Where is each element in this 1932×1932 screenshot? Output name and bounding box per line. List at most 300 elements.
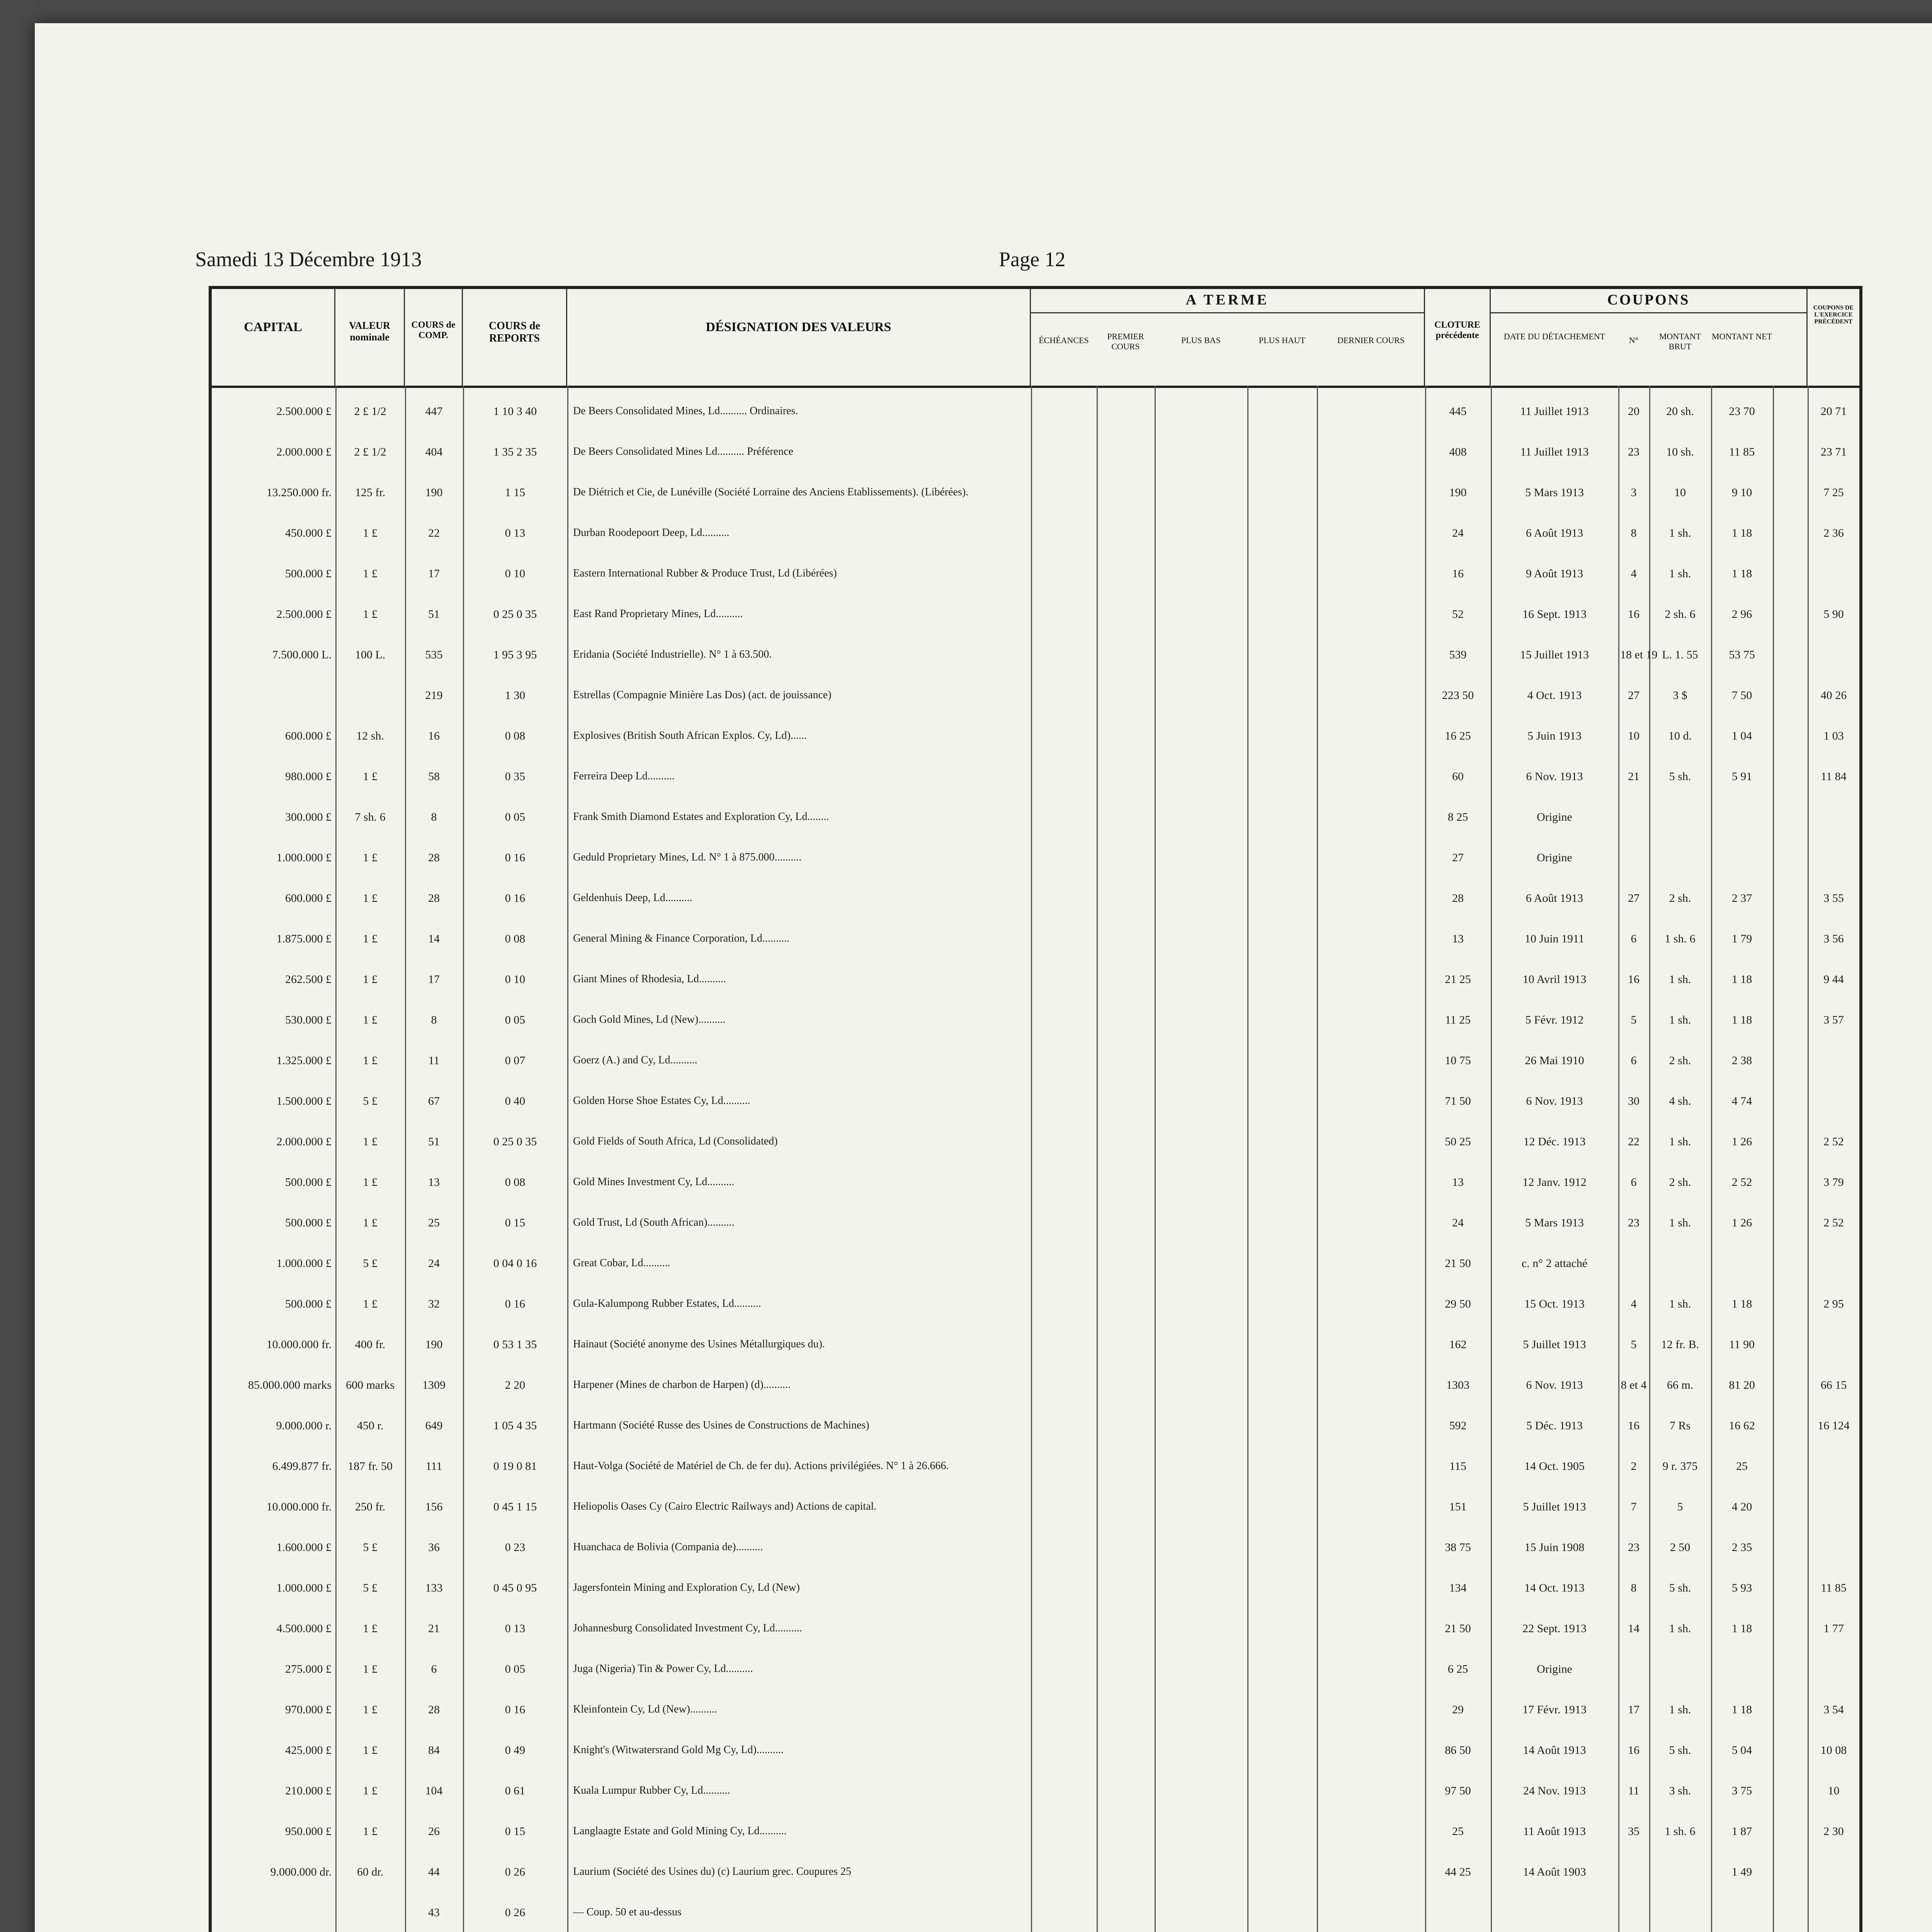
- cell-brut: 2 sh. 6: [1665, 608, 1696, 621]
- cell-reports: 0 40: [505, 1095, 526, 1107]
- cell-comp: 156: [425, 1500, 443, 1513]
- cell-capital: 2.000.000 £: [276, 1135, 332, 1148]
- cell-prec: 10 08: [1820, 1744, 1847, 1757]
- cell-reports: 0 04 0 16: [493, 1257, 537, 1270]
- cell-reports: 0 10: [505, 973, 526, 986]
- cell-cloture: 16: [1452, 567, 1464, 580]
- cell-brut: 1 sh. 6: [1665, 1825, 1696, 1838]
- cell-valeur: 1 £: [363, 1054, 378, 1067]
- cell-echeance-marker: [1037, 1257, 1091, 1269]
- cell-echeance-marker: [1037, 486, 1091, 498]
- cell-date: 9 Août 1913: [1526, 567, 1583, 580]
- cell-designation: Juga (Nigeria) Tin & Power Cy, Ld..........: [573, 1663, 753, 1675]
- header-date: Samedi 13 Décembre 1913: [195, 248, 422, 271]
- cell-capital: 500.000 £: [285, 1298, 332, 1310]
- cell-echeance-marker: [1037, 1135, 1091, 1147]
- cell-brut: 10: [1674, 486, 1686, 499]
- cell-date: 12 Déc. 1913: [1523, 1135, 1586, 1148]
- cell-echeance-marker: [1037, 892, 1091, 903]
- cell-date: 14 Août 1903: [1523, 1866, 1586, 1878]
- cell-date: Origine: [1537, 851, 1572, 864]
- cell-designation: Huanchaca de Bolivia (Compania de)..........: [573, 1541, 763, 1553]
- cell-cloture: 29 50: [1445, 1298, 1471, 1310]
- cell-echeance-marker: [1037, 1906, 1091, 1918]
- cell-net: 81 20: [1729, 1379, 1755, 1391]
- cell-reports: 0 45 0 95: [493, 1582, 537, 1594]
- cell-reports: 1 30: [505, 689, 526, 702]
- cell-capital: 530.000 £: [285, 1014, 332, 1026]
- cell-brut: 20 sh.: [1666, 405, 1694, 418]
- cell-capital: 1.600.000 £: [276, 1541, 332, 1554]
- cell-comp: 25: [428, 1216, 440, 1229]
- cell-no: 2: [1631, 1460, 1637, 1473]
- cell-prec: 9 44: [1823, 973, 1844, 986]
- cell-designation: Heliopolis Oases Cy (Cairo Electric Railways and) Actions de capital.: [573, 1500, 877, 1512]
- cell-capital: 450.000 £: [285, 527, 332, 539]
- cell-no: 16: [1628, 973, 1639, 986]
- cell-comp: 51: [428, 1135, 440, 1148]
- cell-reports: 0 23: [505, 1541, 526, 1554]
- cell-comp: 17: [428, 567, 440, 580]
- cell-net: 5 93: [1731, 1582, 1752, 1594]
- cell-net: 2 37: [1731, 892, 1752, 905]
- cell-echeance-marker: [1037, 1338, 1091, 1350]
- cell-echeance-marker: [1037, 405, 1091, 417]
- cell-echeance-marker: [1037, 1460, 1091, 1471]
- cell-reports: 0 05: [505, 1663, 526, 1675]
- cell-comp: 26: [428, 1825, 440, 1838]
- cell-net: 2 38: [1731, 1054, 1752, 1067]
- cell-valeur: 1 £: [363, 1176, 378, 1189]
- cell-net: 5 04: [1731, 1744, 1752, 1757]
- cell-date: 5 Mars 1913: [1525, 1216, 1584, 1229]
- cell-no: 22: [1628, 1135, 1639, 1148]
- cell-net: 1 49: [1731, 1866, 1752, 1878]
- cell-prec: 23 71: [1820, 446, 1847, 458]
- cell-cloture: 24: [1452, 527, 1464, 539]
- cell-brut: 1 sh.: [1669, 1298, 1691, 1310]
- cell-net: 53 75: [1729, 648, 1755, 661]
- cell-no: 8: [1631, 1582, 1637, 1594]
- cell-brut: 3 $: [1673, 689, 1687, 702]
- cell-cloture: 115: [1449, 1460, 1466, 1473]
- cell-net: 2 96: [1731, 608, 1752, 621]
- cell-cloture: 408: [1449, 446, 1467, 458]
- cell-net: 1 87: [1731, 1825, 1752, 1838]
- cell-date: 4 Oct. 1913: [1527, 689, 1582, 702]
- cell-reports: 0 15: [505, 1216, 526, 1229]
- cell-no: 30: [1628, 1095, 1639, 1107]
- cell-reports: 0 25 0 35: [493, 1135, 537, 1148]
- cell-brut: 1 sh.: [1669, 1622, 1691, 1635]
- cell-date: 5 Mars 1913: [1525, 486, 1584, 499]
- cell-brut: 5: [1677, 1500, 1683, 1513]
- cell-date: 6 Nov. 1913: [1526, 1095, 1583, 1107]
- cell-comp: 447: [425, 405, 443, 418]
- cell-echeance-marker: [1037, 1582, 1091, 1593]
- cell-date: 5 Févr. 1912: [1525, 1014, 1584, 1026]
- cell-capital: 425.000 £: [285, 1744, 332, 1757]
- cell-comp: 44: [428, 1866, 440, 1878]
- cell-brut: 66 m.: [1667, 1379, 1694, 1391]
- cell-brut: 1 sh.: [1669, 1135, 1691, 1148]
- cell-reports: 0 19 0 81: [493, 1460, 537, 1473]
- cell-echeance-marker: [1037, 973, 1091, 985]
- cell-comp: 28: [428, 851, 440, 864]
- cell-comp: 190: [425, 486, 443, 499]
- cell-net: 1 18: [1731, 567, 1752, 580]
- cell-comp: 535: [425, 648, 443, 661]
- cell-valeur: 400 fr.: [355, 1338, 386, 1351]
- cell-valeur: 1 £: [363, 1298, 378, 1310]
- cell-date: 15 Juin 1908: [1524, 1541, 1585, 1554]
- cell-no: 4: [1631, 1298, 1637, 1310]
- cell-designation: Geduld Proprietary Mines, Ld. N° 1 à 875.000..........: [573, 851, 802, 863]
- cell-cloture: 8 25: [1447, 811, 1468, 823]
- cell-capital: 980.000 £: [285, 770, 332, 783]
- cell-cloture: 29: [1452, 1703, 1464, 1716]
- header-page-number: Page 12: [999, 248, 1066, 271]
- cell-no: 6: [1631, 1176, 1637, 1189]
- cell-valeur: 1 £: [363, 851, 378, 864]
- cell-no: 5: [1631, 1338, 1637, 1351]
- cell-reports: 0 35: [505, 770, 526, 783]
- cell-capital: 262.500 £: [285, 973, 332, 986]
- cell-capital: 275.000 £: [285, 1663, 332, 1675]
- cell-reports: 0 08: [505, 730, 526, 742]
- col-reports-header: COURS de REPORTS: [463, 289, 567, 386]
- cell-reports: 0 05: [505, 811, 526, 823]
- cell-reports: 0 13: [505, 527, 526, 539]
- cell-brut: 5 sh.: [1669, 1582, 1691, 1594]
- cell-comp: 36: [428, 1541, 440, 1554]
- cell-brut: 1 sh.: [1669, 1216, 1691, 1229]
- cell-no: 35: [1628, 1825, 1639, 1838]
- cell-brut: 1 sh.: [1669, 1014, 1691, 1026]
- cell-date: 22 Sept. 1913: [1522, 1622, 1587, 1635]
- cell-comp: 404: [425, 446, 443, 458]
- cell-designation: Explosives (British South African Explos. Cy, Ld)......: [573, 730, 807, 742]
- cell-echeance-marker: [1037, 1216, 1091, 1228]
- cell-prec: 2 52: [1823, 1216, 1844, 1229]
- cell-cloture: 21 50: [1445, 1622, 1471, 1635]
- cell-echeance-marker: [1037, 1298, 1091, 1309]
- cell-cloture: 13: [1452, 1176, 1464, 1189]
- cell-comp: 14: [428, 932, 440, 945]
- cell-cloture: 21 50: [1445, 1257, 1471, 1270]
- cell-valeur: 1 £: [363, 1703, 378, 1716]
- cell-net: 2 52: [1731, 1176, 1752, 1189]
- cell-brut: 2 sh.: [1669, 892, 1691, 905]
- cell-echeance-marker: [1037, 932, 1091, 944]
- cell-valeur: 60 dr.: [357, 1866, 384, 1878]
- cell-designation: — Coup. 50 et au-dessus: [573, 1906, 682, 1918]
- col-designation-header: DÉSIGNATION DES VALEURS: [567, 289, 1031, 386]
- cell-echeance-marker: [1037, 1500, 1091, 1512]
- cell-prec: 3 55: [1823, 892, 1844, 905]
- cell-designation: Estrellas (Compagnie Minière Las Dos) (act. de jouissance): [573, 689, 832, 701]
- cell-cloture: 162: [1449, 1338, 1467, 1351]
- cell-comp: 84: [428, 1744, 440, 1757]
- cell-designation: Gold Trust, Ld (South African)..........: [573, 1216, 735, 1228]
- cell-designation: Gula-Kalumpong Rubber Estates, Ld..........: [573, 1298, 761, 1310]
- cell-date: 6 Nov. 1913: [1526, 770, 1583, 783]
- cell-prec: 3 56: [1823, 932, 1844, 945]
- cell-no: 27: [1628, 892, 1639, 905]
- cell-reports: 1 15: [505, 486, 526, 499]
- cell-valeur: 2 £ 1/2: [354, 405, 386, 418]
- cell-capital: 10.000.000 fr.: [266, 1500, 332, 1513]
- cell-capital: 1.500.000 £: [276, 1095, 332, 1107]
- cell-valeur: 1 £: [363, 1663, 378, 1675]
- cell-brut: 1 sh. 6: [1665, 932, 1696, 945]
- cell-cloture: 445: [1449, 405, 1467, 418]
- cell-date: 11 Août 1913: [1523, 1825, 1586, 1838]
- cell-comp: 1309: [422, 1379, 446, 1391]
- cell-cloture: 38 75: [1445, 1541, 1471, 1554]
- cell-designation: De Diétrich et Cie, de Lunéville (Société Lorraine des Anciens Etablissements). (Libérées).: [573, 486, 969, 498]
- cell-no: 20: [1628, 405, 1639, 418]
- cell-prec: 2 36: [1823, 527, 1844, 539]
- cell-net: 1 18: [1731, 1298, 1752, 1310]
- cell-echeance-marker: [1037, 648, 1091, 660]
- cell-prec: 11 85: [1821, 1582, 1847, 1594]
- cell-date: 5 Déc. 1913: [1526, 1419, 1583, 1432]
- cell-designation: General Mining & Finance Corporation, Ld..........: [573, 932, 789, 944]
- cell-date: c. n° 2 attaché: [1521, 1257, 1588, 1270]
- cell-date: 11 Juillet 1913: [1520, 405, 1589, 418]
- cell-brut: 2 50: [1670, 1541, 1690, 1554]
- cell-valeur: 1 £: [363, 892, 378, 905]
- page-header: [195, 247, 1930, 274]
- cell-capital: 1.000.000 £: [276, 851, 332, 864]
- cell-brut: 1 sh.: [1669, 567, 1691, 580]
- cell-capital: 85.000.000 marks: [248, 1379, 332, 1391]
- cell-net: 11 85: [1729, 446, 1755, 458]
- cell-reports: 0 26: [505, 1906, 526, 1919]
- cell-date: 6 Août 1913: [1526, 892, 1583, 905]
- cell-valeur: 250 fr.: [355, 1500, 386, 1513]
- cell-no: 14: [1628, 1622, 1639, 1635]
- cell-no: 18 et 19: [1620, 648, 1658, 661]
- cell-valeur: 1 £: [363, 1135, 378, 1148]
- cell-comp: 17: [428, 973, 440, 986]
- cell-cloture: 16 25: [1445, 730, 1471, 742]
- cell-capital: 210.000 £: [285, 1784, 332, 1797]
- cell-date: 10 Juin 1911: [1525, 932, 1584, 945]
- cell-net: 2 35: [1731, 1541, 1752, 1554]
- cell-valeur: 450 r.: [357, 1419, 384, 1432]
- cell-capital: 9.000.000 r.: [276, 1419, 332, 1432]
- cell-date: 5 Juin 1913: [1527, 730, 1582, 742]
- cell-no: 23: [1628, 1216, 1639, 1229]
- cell-no: 6: [1631, 932, 1637, 945]
- cell-comp: 16: [428, 730, 440, 742]
- cell-valeur: 1 £: [363, 932, 378, 945]
- cell-capital: 2.500.000 £: [276, 608, 332, 621]
- cell-net: 25: [1736, 1460, 1748, 1473]
- cell-net: 11 90: [1729, 1338, 1755, 1351]
- cell-reports: 0 26: [505, 1866, 526, 1878]
- cell-designation: Hainaut (Société anonyme des Usines Métallurgiques du).: [573, 1338, 825, 1350]
- cell-prec: 1 77: [1823, 1622, 1844, 1635]
- cell-valeur: 1 £: [363, 1216, 378, 1229]
- cell-brut: 5 sh.: [1669, 1744, 1691, 1757]
- stock-quotation-table: [209, 286, 1862, 1932]
- cell-capital: 1.875.000 £: [276, 932, 332, 945]
- cell-net: 1 79: [1731, 932, 1752, 945]
- cell-net: 23 70: [1729, 405, 1755, 418]
- cell-net: 1 18: [1731, 1014, 1752, 1026]
- cell-prec: 16 124: [1818, 1419, 1850, 1432]
- cell-echeance-marker: [1037, 1744, 1091, 1755]
- cell-designation: Knight's (Witwatersrand Gold Mg Cy, Ld)..........: [573, 1744, 784, 1756]
- cell-net: 5 91: [1731, 770, 1752, 783]
- cell-reports: 0 15: [505, 1825, 526, 1838]
- cell-net: 3 75: [1731, 1784, 1752, 1797]
- cell-designation: Giant Mines of Rhodesia, Ld..........: [573, 973, 726, 985]
- cell-net: 7 50: [1731, 689, 1752, 702]
- cell-brut: 3 sh.: [1669, 1784, 1691, 1797]
- cell-cloture: 27: [1452, 851, 1464, 864]
- cell-valeur: 5 £: [363, 1257, 378, 1270]
- cell-capital: 2.000.000 £: [276, 446, 332, 458]
- cell-date: 17 Févr. 1913: [1522, 1703, 1587, 1716]
- cell-brut: 10 d.: [1668, 730, 1692, 742]
- cell-cloture: 13: [1452, 932, 1464, 945]
- cell-net: 1 26: [1731, 1135, 1752, 1148]
- cell-designation: De Beers Consolidated Mines Ld.......... Préférence: [573, 446, 793, 457]
- cell-net: 4 74: [1731, 1095, 1752, 1107]
- cell-designation: Kuala Lumpur Rubber Cy, Ld..........: [573, 1784, 730, 1796]
- cell-reports: 1 05 4 35: [493, 1419, 537, 1432]
- col-coupons-header: COUPONS DATE DU DÉTACHEMENT N° MONTANT BRUT MONTANT NET: [1491, 289, 1808, 386]
- cell-valeur: 1 £: [363, 1784, 378, 1797]
- cell-comp: 8: [431, 1014, 437, 1026]
- cell-net: 1 18: [1731, 973, 1752, 986]
- cell-comp: 133: [425, 1582, 443, 1594]
- cell-capital: 7.500.000 L.: [272, 648, 332, 661]
- cell-comp: 111: [425, 1460, 442, 1473]
- cell-valeur: 100 L.: [355, 648, 386, 661]
- cell-reports: 0 53 1 35: [493, 1338, 537, 1351]
- cell-echeance-marker: [1037, 1663, 1091, 1674]
- cell-echeance-marker: [1037, 1825, 1091, 1837]
- col-coupons-prec-header: COUPONS DE L'EXERCICE PRÉCÉDENT: [1813, 304, 1854, 325]
- cell-reports: 0 07: [505, 1054, 526, 1067]
- cell-designation: Goch Gold Mines, Ld (New)..........: [573, 1014, 726, 1026]
- cell-valeur: 5 £: [363, 1541, 378, 1554]
- cell-designation: Kleinfontein Cy, Ld (New)..........: [573, 1703, 717, 1715]
- col-a-terme-header: A TERME ÉCHÉANCES PREMIER COURS PLUS BAS PLUS HAUT DERNIER COURS: [1031, 289, 1425, 386]
- cell-cloture: 28: [1452, 892, 1464, 905]
- cell-comp: 58: [428, 770, 440, 783]
- cell-date: 26 Mai 1910: [1525, 1054, 1584, 1067]
- cell-no: 6: [1631, 1054, 1637, 1067]
- cell-capital: 4.500.000 £: [276, 1622, 332, 1635]
- cell-comp: 190: [425, 1338, 443, 1351]
- cell-prec: 66 15: [1820, 1379, 1847, 1391]
- cell-echeance-marker: [1037, 1054, 1091, 1066]
- cell-cloture: 134: [1449, 1582, 1467, 1594]
- cell-capital: 500.000 £: [285, 1216, 332, 1229]
- cell-date: 16 Sept. 1913: [1522, 608, 1587, 621]
- cell-comp: 51: [428, 608, 440, 621]
- cell-reports: 0 08: [505, 932, 526, 945]
- cell-echeance-marker: [1037, 567, 1091, 579]
- cell-net: 1 18: [1731, 1703, 1752, 1716]
- cell-capital: 1.325.000 £: [276, 1054, 332, 1067]
- cell-brut: L. 1. 55: [1662, 648, 1698, 661]
- cell-comp: 104: [425, 1784, 443, 1797]
- cell-reports: 1 35 2 35: [493, 446, 537, 458]
- cell-date: 14 Août 1913: [1523, 1744, 1586, 1757]
- cell-cloture: 21 25: [1445, 973, 1471, 986]
- col-comp-header: COURS de COMP.: [405, 289, 463, 386]
- cell-capital: 300.000 £: [285, 811, 332, 823]
- cell-no: 7: [1631, 1500, 1637, 1513]
- cell-prec: 40 26: [1820, 689, 1847, 702]
- cell-echeance-marker: [1037, 1784, 1091, 1796]
- cell-no: 21: [1628, 770, 1639, 783]
- cell-no: 8: [1631, 527, 1637, 539]
- cell-reports: 2 20: [505, 1379, 526, 1391]
- cell-brut: 7 Rs: [1669, 1419, 1691, 1432]
- cell-valeur: 2 £ 1/2: [354, 446, 386, 458]
- col-valeur-header: VALEUR nominale: [335, 289, 405, 386]
- cell-designation: Laurium (Société des Usines du) (c) Laurium grec. Coupures 25: [573, 1866, 852, 1878]
- cell-designation: Gold Fields of South Africa, Ld (Consolidated): [573, 1135, 778, 1147]
- cell-valeur: 1 £: [363, 1014, 378, 1026]
- cell-designation: Golden Horse Shoe Estates Cy, Ld..........: [573, 1095, 750, 1107]
- cell-echeance-marker: [1037, 608, 1091, 619]
- cell-designation: Ferreira Deep Ld..........: [573, 770, 675, 782]
- cell-brut: 2 sh.: [1669, 1054, 1691, 1067]
- cell-cloture: 86 50: [1445, 1744, 1471, 1757]
- cell-echeance-marker: [1037, 446, 1091, 457]
- cell-echeance-marker: [1037, 811, 1091, 822]
- cell-prec: 1 03: [1823, 730, 1844, 742]
- cell-designation: Great Cobar, Ld..........: [573, 1257, 670, 1269]
- cell-valeur: 12 sh.: [356, 730, 384, 742]
- cell-designation: Harpener (Mines de charbon de Harpen) (d)..........: [573, 1379, 791, 1391]
- cell-reports: 0 49: [505, 1744, 526, 1757]
- cell-brut: 9 r. 375: [1662, 1460, 1698, 1473]
- cell-comp: 649: [425, 1419, 443, 1432]
- cell-brut: 10 sh.: [1666, 446, 1694, 458]
- cell-net: 9 10: [1731, 486, 1752, 499]
- cell-brut: 12 fr. B.: [1661, 1338, 1699, 1351]
- cell-designation: Eastern International Rubber & Produce Trust, Ld (Libérées): [573, 567, 837, 579]
- cell-no: 4: [1631, 567, 1637, 580]
- cell-cloture: 71 50: [1445, 1095, 1471, 1107]
- cell-comp: 32: [428, 1298, 440, 1310]
- cell-date: 12 Janv. 1912: [1522, 1176, 1587, 1189]
- cell-capital: 600.000 £: [285, 730, 332, 742]
- cell-brut: 4 sh.: [1669, 1095, 1691, 1107]
- cell-net: 1 04: [1731, 730, 1752, 742]
- cell-comp: 28: [428, 892, 440, 905]
- cell-capital: 10.000.000 fr.: [266, 1338, 332, 1351]
- cell-valeur: 1 £: [363, 608, 378, 621]
- col-cloture-header: CLOTURE précédente: [1425, 289, 1491, 386]
- cell-prec: 3 57: [1823, 1014, 1844, 1026]
- cell-designation: Haut-Volga (Société de Matériel de Ch. de fer du). Actions privilégiées. N° 1 à 26.666.: [573, 1460, 949, 1472]
- cell-echeance-marker: [1037, 730, 1091, 741]
- cell-prec: 3 54: [1823, 1703, 1844, 1716]
- cell-echeance-marker: [1037, 689, 1091, 701]
- cell-date: Origine: [1537, 811, 1572, 823]
